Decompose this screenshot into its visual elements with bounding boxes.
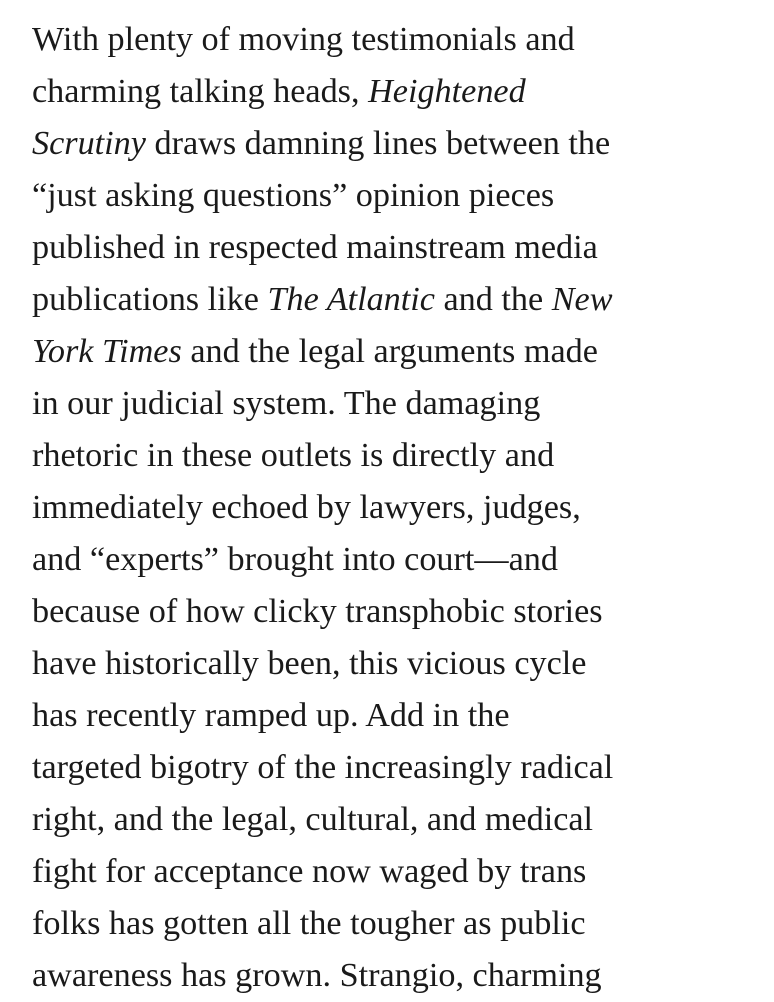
text-run: awareness has grown. Strangio, charming [32,957,602,994]
text-run: With plenty of moving testimonials and [32,21,575,58]
article-paragraph [32,14,744,1002]
text-run: because of how clicky transphobic stories [32,593,603,630]
text-line [32,222,744,274]
text-run: in our judicial system. The damaging [32,385,541,422]
text-run: fight for acceptance now waged by trans [32,853,587,890]
text-line [32,378,744,430]
text-line [32,118,744,170]
text-line [32,66,744,118]
text-line [32,846,744,898]
text-run: has recently ramped up. Add in the [32,697,510,734]
text-line [32,898,744,950]
text-line [32,638,744,690]
text-run: draws damning lines between the [145,125,611,162]
text-run: and the legal arguments made [181,333,598,370]
text-line [32,274,744,326]
text-run: and “experts” brought into court—and [32,541,558,578]
text-line [32,742,744,794]
text-line [32,430,744,482]
italic-title: York Times [32,333,182,370]
text-line [32,690,744,742]
italic-title: New [551,281,613,318]
text-run: immediately echoed by lawyers, judges, [32,489,581,526]
text-line [32,950,744,1002]
text-run: folks has gotten all the tougher as public [32,905,586,942]
text-line [32,170,744,222]
text-run: right, and the legal, cultural, and medical [32,801,594,838]
text-run: have historically been, this vicious cycle [32,645,587,682]
text-line [32,326,744,378]
text-line [32,586,744,638]
text-line [32,534,744,586]
italic-title: Scrutiny [32,125,146,162]
text-line [32,794,744,846]
text-run: targeted bigotry of the increasingly radical [32,749,614,786]
text-run: publications like [32,281,268,318]
text-run: “just asking questions” opinion pieces [32,177,555,214]
text-line [32,482,744,534]
text-run: and the [434,281,552,318]
text-run: rhetoric in these outlets is directly and [32,437,555,474]
italic-title: The Atlantic [267,281,435,318]
text-run: charming talking heads, [32,73,369,110]
text-line [32,14,744,66]
italic-title: Heightened [368,73,526,110]
text-run: published in respected mainstream media [32,229,598,266]
